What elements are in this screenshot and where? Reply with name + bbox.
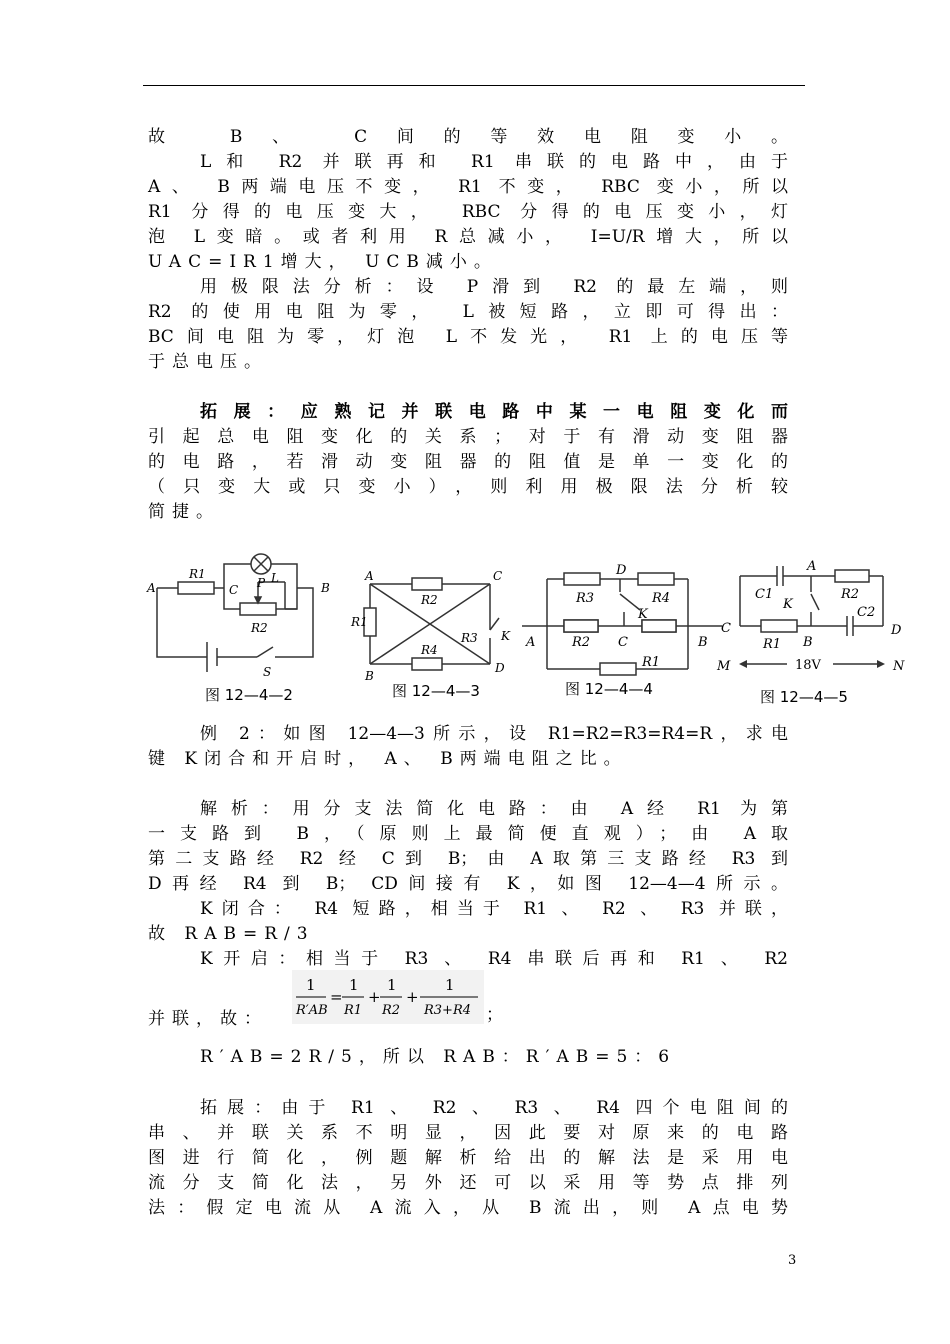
resistor-label: R1 — [763, 637, 782, 652]
formula-term: 1 — [387, 976, 397, 994]
capacitor-label: C2 — [857, 605, 876, 620]
svg-text:+: + — [368, 988, 381, 1006]
text-line: 引起总电阻变化的关系；对于有滑动变阻器 — [148, 427, 788, 447]
svg-text:=: = — [330, 988, 343, 1006]
node-label: B — [365, 669, 374, 683]
resistor-label: R1 — [351, 615, 368, 629]
text-line: D再经 R4 到 B； CD间接有 K，如图 12—4—4所示。 — [148, 874, 788, 894]
text-line: K闭合： R4 短路，相当于 R1 、 R2 、 R3 并联， — [200, 899, 788, 919]
text-line: （只变大或只变小），则利用极限法分析较 — [148, 477, 788, 497]
node-label: A — [807, 559, 817, 574]
text-line: 法：假定电流从 A流入，从 B流出，则 A点电势 — [148, 1198, 788, 1218]
node-label: C — [721, 621, 731, 636]
text-line: 简捷。 — [148, 502, 220, 522]
text-line: 一支路到 B，（原则上最简便直观）；由 A取 — [148, 824, 788, 844]
formula-end: ； — [486, 1005, 510, 1025]
capacitor-label: C1 — [755, 587, 774, 602]
text-line: R1 分得的电压变大， RBC 分得的电压变小，灯 — [148, 202, 788, 222]
header-rule — [143, 85, 805, 86]
resistor-label: R2 — [841, 587, 860, 602]
figure-caption: 图 12—4—2 — [205, 686, 293, 704]
node-label: N — [893, 659, 905, 674]
text-line: BC间电阻为零，灯泡 L不发光， R1 上的电压等 — [148, 327, 788, 347]
text-line: 拓展：应熟记并联电路中某一电阻变化而 — [200, 402, 788, 422]
resistor-label: R3 — [461, 631, 478, 645]
text-line: 键 K闭合和开启时， A、 B两端电阻之比。 — [148, 749, 628, 769]
svg-text:+: + — [406, 988, 419, 1006]
parallel-resistance-formula — [292, 970, 484, 1024]
node-label: D — [616, 563, 627, 578]
text-line: 流分支简化法，另外还可以采用等势点排列 — [148, 1173, 788, 1193]
node-label: B — [321, 581, 330, 595]
node-label: P — [257, 576, 266, 590]
node-label: C — [229, 583, 239, 597]
text-line: A、 B两端电压不变， R1 不变， RBC 变小，所以 — [148, 177, 788, 197]
text-line: 故 B、 C间的等效电阻变小。 — [148, 127, 788, 147]
text-line: 泡 L变暗。或者利用 R总减小， I=U/R增大，所以 — [148, 227, 788, 247]
formula-term: 1 — [445, 976, 455, 994]
figure-caption: 图 12—4—5 — [760, 688, 848, 706]
text-line: 例 2：如图 12—4—3所示，设 R1=R2=R3=R4=R，求电 — [200, 724, 788, 744]
switch-label: K — [783, 597, 793, 612]
circuit-figure-12-4-2 — [145, 542, 335, 707]
text-line: 串、并联关系不明显，因此要对原来的电路 — [148, 1123, 788, 1143]
text-line: 故 RAB=R/3 — [148, 924, 315, 944]
formula-term: R2 — [382, 1003, 401, 1018]
switch-label: K — [501, 629, 510, 643]
text-line: 图进行简化，例题解析给出的解法是采用电 — [148, 1148, 788, 1168]
text-line: 于总电压。 — [148, 352, 268, 372]
text-line: 第二支路经 R2 经 C到 B；由 A取第三支路经 R3 到 — [148, 849, 788, 869]
text-line: UAC=IR1增大， UCB减小。 — [148, 252, 498, 272]
node-label: C — [493, 569, 503, 583]
node-label: A — [526, 635, 536, 650]
node-label: B — [803, 635, 813, 650]
node-label: M — [717, 659, 731, 674]
text-line: 并联，故： — [148, 1009, 268, 1029]
resistor-label: R4 — [652, 591, 671, 606]
circuit-figure-12-4-4 — [522, 542, 722, 682]
text-line: K开启：相当于 R3 、 R4 串联后再和 R1 、 R2 — [200, 949, 788, 969]
resistor-label: R1 — [642, 655, 661, 670]
node-label: A — [147, 581, 156, 595]
text-line: R′AB=2R/5，所以 RAB：R′AB=5：6 — [200, 1047, 677, 1067]
circuit-figure-12-4-5 — [715, 542, 910, 682]
text-line: 拓展：由于 R1 、 R2 、 R3 、 R4 四个电阻间的 — [200, 1098, 788, 1118]
resistor-label: R2 — [421, 593, 438, 607]
resistor-label: R2 — [572, 635, 591, 650]
formula-term: R1 — [344, 1003, 363, 1018]
page-number: 3 — [788, 1253, 797, 1268]
node-label: A — [365, 569, 374, 583]
switch-label: K — [638, 607, 648, 622]
text-line: 用极限法分析：设 P滑到 R2 的最左端，则 — [200, 277, 788, 297]
text-line: R2 的使用电阻为零， L被短路，立即可得出： — [148, 302, 788, 322]
formula-term: 1 — [306, 976, 316, 994]
node-label: D — [495, 661, 505, 675]
resistor-label: R4 — [421, 643, 438, 657]
voltage-label: 18V — [795, 658, 821, 673]
text-line: 解析：用分支法简化电路：由 A经 R1 为第 — [200, 799, 788, 819]
circuit-figure-12-4-3 — [345, 542, 520, 692]
formula-term: R′AB — [296, 1003, 328, 1018]
node-label: C — [618, 635, 628, 650]
text-line: 的电路，若滑动变阻器的阻值是单一变化的 — [148, 452, 788, 472]
text-line: L和 R2 并联再和 R1 串联的电路中，由于 — [200, 152, 788, 172]
switch-label: S — [263, 665, 272, 679]
node-label: B — [698, 635, 708, 650]
node-label: D — [891, 623, 902, 638]
resistor-label: R2 — [251, 621, 268, 635]
resistor-label: R1 — [189, 567, 206, 581]
figure-caption: 图 12—4—3 — [392, 682, 480, 700]
formula-term: R3+R4 — [424, 1003, 472, 1018]
node-label: L — [271, 571, 279, 585]
resistor-label: R3 — [576, 591, 595, 606]
formula-term: 1 — [349, 976, 359, 994]
figure-caption: 图 12—4—4 — [565, 680, 653, 698]
